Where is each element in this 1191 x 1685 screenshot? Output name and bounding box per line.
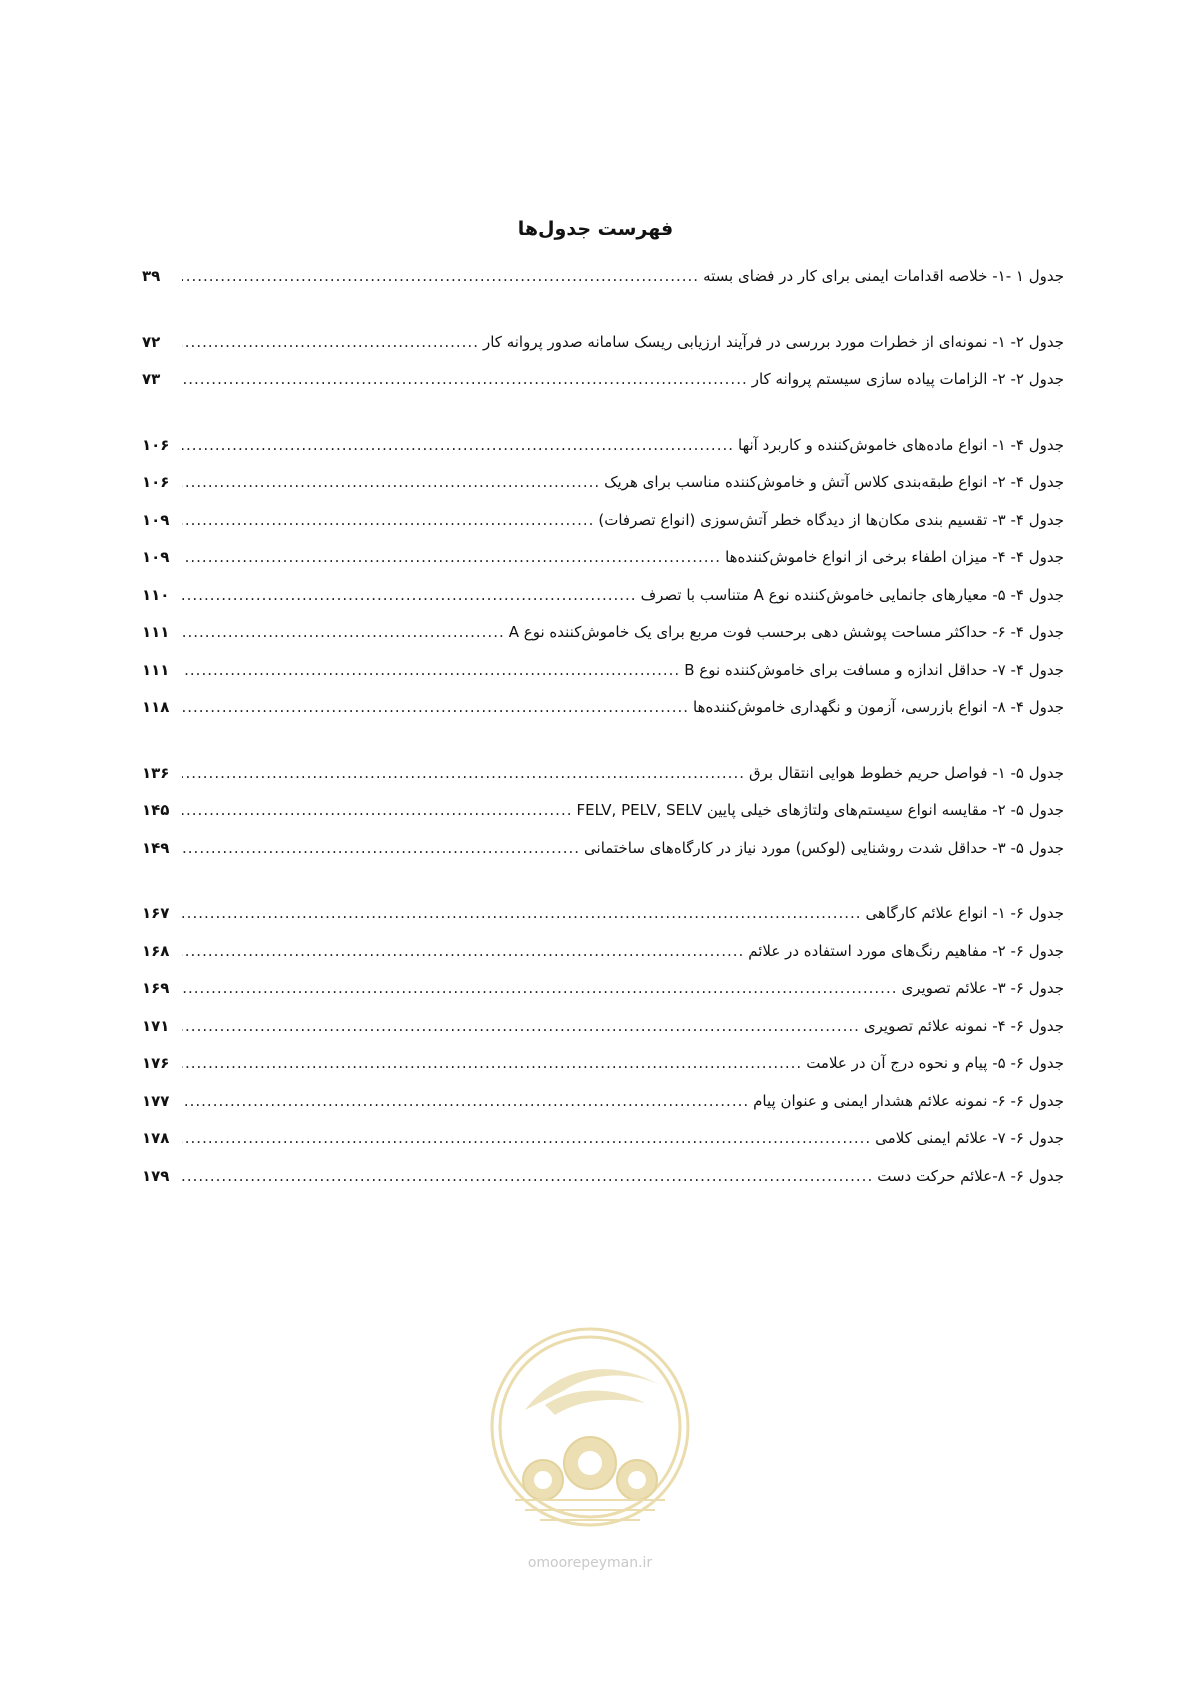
toc-entry-page: ۳۹ (142, 267, 161, 285)
toc-leader-dots (182, 258, 699, 296)
toc-entry-label: جدول ۴- ۸- انواع بازرسی، آزمون و نگهداری خاموش‌کننده‌ها (693, 698, 1064, 716)
toc-entry-label: جدول ۴- ۷- حداقل اندازه و مسافت برای خاموش‌کننده نوع B (684, 660, 1064, 679)
toc-leader-dots (182, 324, 479, 362)
toc-leader-dots (182, 361, 748, 399)
toc-entry-page: ۱۰۶ (142, 435, 170, 454)
toc-entry-page: ۱۶۹ (142, 979, 170, 997)
toc-entry[interactable] (142, 614, 1064, 652)
toc-leader-dots (182, 970, 897, 1008)
toc-entry-label: جدول ۶- ۳- علائم تصویری (901, 979, 1064, 997)
toc-entry-page: ۱۱۱ (142, 623, 170, 641)
toc-entry-label: جدول ۶- ۷- علائم ایمنی کلامی (875, 1129, 1064, 1147)
toc-group (142, 755, 1064, 868)
toc-entry[interactable] (142, 1083, 1064, 1121)
toc-leader-dots (182, 652, 680, 690)
toc-entry[interactable] (142, 324, 1064, 362)
page-title: فهرست جدول‌ها (517, 218, 674, 240)
toc-entry-label: جدول ۵- ۳- حداقل شدت روشنایی (لوکس) مورد نیاز در کارگاه‌های ساختمانی (584, 838, 1064, 857)
toc-entry-label: جدول ۶- ۶- نمونه علائم هشدار ایمنی و عنوان پیام (753, 1091, 1064, 1110)
toc-leader-dots (182, 1045, 802, 1083)
toc-entry-page: ۱۶۸ (142, 941, 170, 960)
toc-leader-dots (182, 689, 689, 727)
toc-entry-page: ۱۷۱ (142, 1016, 170, 1035)
toc-entry-label: جدول ۴- ۲- انواع طبقه‌بندی کلاس آتش و خاموش‌کننده مناسب برای هریک (604, 473, 1064, 491)
toc-entry-page: ۷۲ (142, 332, 161, 351)
toc-entry-page: ۱۱۱ (142, 660, 170, 679)
table-of-contents (142, 258, 1064, 1223)
toc-entry[interactable] (142, 539, 1064, 577)
toc-leader-dots (182, 830, 580, 868)
toc-leader-dots (182, 792, 572, 830)
toc-entry-label: جدول ۱ -۱- خلاصه اقدامات ایمنی برای کار در فضای بسته (703, 267, 1064, 285)
toc-entry[interactable] (142, 577, 1064, 615)
toc-entry-label: جدول ۲- ۲- الزامات پیاده سازی سیستم پروانه کار (751, 370, 1064, 388)
toc-entry-page: ۱۰۹ (142, 548, 170, 566)
toc-group (142, 324, 1064, 399)
toc-entry[interactable] (142, 792, 1064, 830)
toc-entry[interactable] (142, 689, 1064, 727)
toc-entry-page: ۱۶۷ (142, 904, 170, 922)
toc-entry-label: جدول ۴- ۳- تقسیم بندی مکان‌ها از دیدگاه خطر آتش‌سوزی (انواع تصرفات) (598, 510, 1064, 529)
toc-entry[interactable] (142, 933, 1064, 971)
toc-entry[interactable] (142, 361, 1064, 399)
gears-seal-logo-icon (485, 1315, 695, 1550)
toc-entry[interactable] (142, 464, 1064, 502)
toc-entry-label: جدول ۶- ۵- پیام و نحوه درج آن در علامت (806, 1054, 1064, 1072)
toc-leader-dots (182, 1120, 871, 1158)
toc-entry-page: ۱۷۹ (142, 1166, 170, 1185)
toc-leader-dots (182, 427, 734, 465)
toc-entry-page: ۱۷۸ (142, 1129, 170, 1147)
toc-entry[interactable] (142, 427, 1064, 465)
toc-leader-dots (182, 464, 600, 502)
toc-entry-label: جدول ۵- ۲- مقایسه انواع سیستم‌های ولتاژهای خیلی پایین FELV, PELV, SELV (576, 801, 1064, 819)
toc-entry-page: ۱۳۶ (142, 763, 170, 782)
toc-entry[interactable] (142, 652, 1064, 690)
toc-entry-label: جدول ۶- ۲- مفاهیم رنگ‌های مورد استفاده در علائم (748, 941, 1064, 960)
toc-leader-dots (182, 539, 721, 577)
toc-entry[interactable] (142, 830, 1064, 868)
toc-entry-page: ۷۳ (142, 370, 161, 388)
toc-entry-page: ۱۱۸ (142, 698, 170, 716)
toc-entry-label: جدول ۴- ۱- انواع ماده‌های خاموش‌کننده و کاربرد آنها (738, 435, 1064, 454)
toc-entry-label: جدول ۲- ۱- نمونه‌ای از خطرات مورد بررسی در فرآیند ارزیابی ریسک سامانه صدور پروانه کار (482, 332, 1064, 351)
watermark-url: omoorepeyman.ir (527, 1555, 653, 1571)
toc-entry[interactable] (142, 1120, 1064, 1158)
toc-entry-label: جدول ۴- ۵- معیارهای جانمایی خاموش‌کننده نوع A متناسب با تصرف (640, 585, 1064, 604)
toc-entry-page: ۱۷۷ (142, 1091, 170, 1110)
toc-entry-page: ۱۰۹ (142, 510, 170, 529)
toc-entry-label: جدول ۶- ۴- نمونه علائم تصویری (863, 1016, 1064, 1035)
watermark (485, 1315, 695, 1575)
toc-leader-dots (182, 502, 594, 540)
toc-leader-dots (182, 1158, 873, 1196)
toc-entry-page: ۱۷۶ (142, 1054, 170, 1072)
toc-group (142, 258, 1064, 296)
toc-group (142, 895, 1064, 1195)
toc-entry[interactable] (142, 895, 1064, 933)
toc-leader-dots (182, 755, 745, 793)
toc-entry-page: ۱۴۵ (142, 801, 170, 819)
toc-entry-page: ۱۰۶ (142, 473, 170, 491)
toc-entry[interactable] (142, 755, 1064, 793)
toc-leader-dots (182, 933, 744, 971)
toc-entry-label: جدول ۵- ۱- فواصل حریم خطوط هوایی انتقال برق (748, 763, 1064, 782)
toc-entry-label: جدول ۶- ۸-علائم حرکت دست (877, 1166, 1064, 1185)
toc-group (142, 427, 1064, 727)
toc-entry[interactable] (142, 258, 1064, 296)
toc-entry-page: ۱۱۰ (142, 585, 170, 604)
toc-entry[interactable] (142, 970, 1064, 1008)
toc-entry[interactable] (142, 502, 1064, 540)
toc-entry-label: جدول ۶- ۱- انواع علائم کارگاهی (865, 904, 1064, 922)
toc-leader-dots (182, 614, 505, 652)
toc-entry-label: جدول ۴- ۶- حداکثر مساحت پوشش دهی برحسب فوت مربع برای یک خاموش‌کننده نوع A (508, 623, 1064, 641)
toc-entry-page: ۱۴۹ (142, 838, 170, 857)
toc-entry[interactable] (142, 1158, 1064, 1196)
toc-entry[interactable] (142, 1008, 1064, 1046)
toc-leader-dots (182, 1083, 749, 1121)
toc-leader-dots (182, 577, 637, 615)
toc-entry-label: جدول ۴- ۴- میزان اطفاء برخی از انواع خاموش‌کننده‌ها (725, 548, 1064, 566)
toc-entry[interactable] (142, 1045, 1064, 1083)
toc-leader-dots (182, 895, 862, 933)
toc-leader-dots (182, 1008, 860, 1046)
